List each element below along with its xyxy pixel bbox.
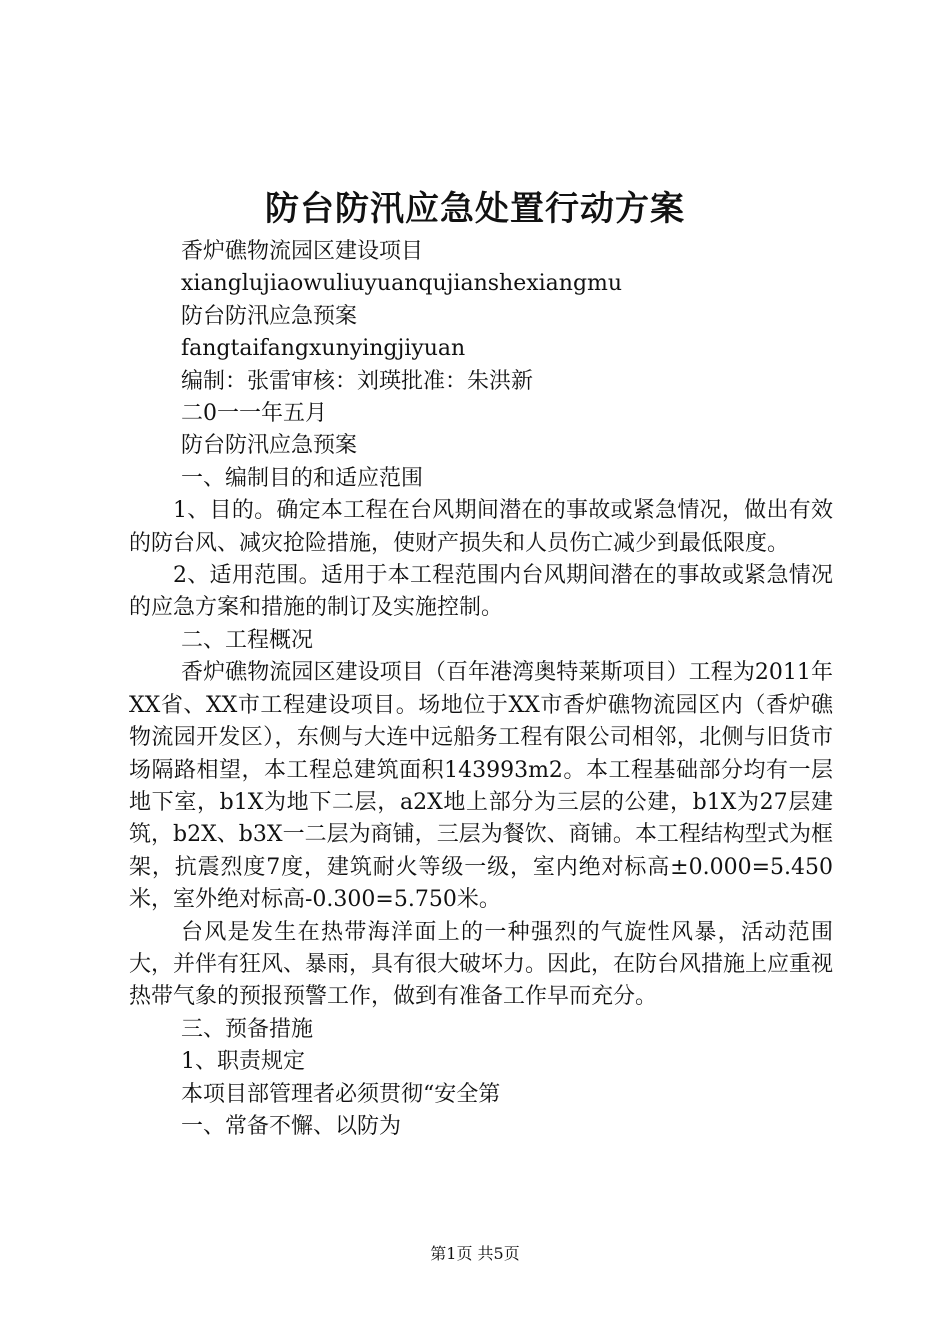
document-body bbox=[129, 236, 833, 1143]
section-plan-heading: 防台防汛应急预案 bbox=[181, 433, 358, 459]
plan-name-pinyin: fangtaifangxunyingjiyuan bbox=[181, 336, 466, 362]
date-line: 二0一一年五月 bbox=[181, 401, 327, 427]
section-1-heading: 一、编制目的和适应范围 bbox=[181, 465, 424, 491]
page-footer: 第1页 共5页 bbox=[430, 1244, 520, 1263]
responsibility-heading: 1、职责规定 bbox=[181, 1049, 305, 1075]
scope-paragraph: 2、适用范围。适用于本工程范围内台风期间潜在的事故或紧急情况的应急方案和措施的制订及实施控制。 bbox=[129, 563, 833, 621]
purpose-paragraph: 1、目的。确定本工程在台风期间潜在的事故或紧急情况，做出有效的防台风、减灾抢险措施，使财产损失和人员伤亡减少到最低限度。 bbox=[129, 498, 833, 556]
plan-name: 防台防汛应急预案 bbox=[181, 303, 358, 329]
section-3-heading: 三、预备措施 bbox=[181, 1016, 314, 1042]
document-title: 防台防汛应急处置行动方案 bbox=[265, 189, 685, 229]
prevention-line: 一、常备不懈、以防为 bbox=[181, 1113, 402, 1139]
management-line: 本项目部管理者必须贯彻“安全第 bbox=[181, 1081, 501, 1107]
project-name: 香炉礁物流园区建设项目 bbox=[181, 239, 424, 264]
typhoon-paragraph: 台风是发生在热带海洋面上的一种强烈的气旋性风暴，活动范围大，并伴有狂风、暴雨，具有很大破坏力。因此，在防台风措施上应重视热带气象的预报预警工作，做到有准备工作早而充分。 bbox=[129, 919, 834, 1010]
section-2-heading: 二、工程概况 bbox=[181, 627, 314, 653]
project-overview-paragraph: 香炉礁物流园区建设项目（百年港湾奥特莱斯项目）工程为2011年XX省、XX市工程建设项目。场地位于XX市香炉礁物流园区内（香炉礁物流园开发区），东侧与大连中远船务工程有限公司相邻，北侧与旧货市场隔路相望，本工程总建筑面积143993m2。本工程基础部分均有一层地下室，b1X为地下二层，a2X地上部分为三层的公建，b1X为27层建筑，b2X、b3X一二层为商铺，三层为餐饮、商铺。本工程结构型式为框架，抗震烈度7度，建筑耐火等级一级，室内绝对标高±0.000=5.450米，室外绝对标高-0.300=5.750米。 bbox=[129, 660, 833, 913]
authors-line: 编制：张雷审核：刘瑛批准：朱洪新 bbox=[181, 368, 534, 394]
project-name-pinyin: xianglujiaowuliuyuanqujianshexiangmu bbox=[181, 271, 623, 297]
